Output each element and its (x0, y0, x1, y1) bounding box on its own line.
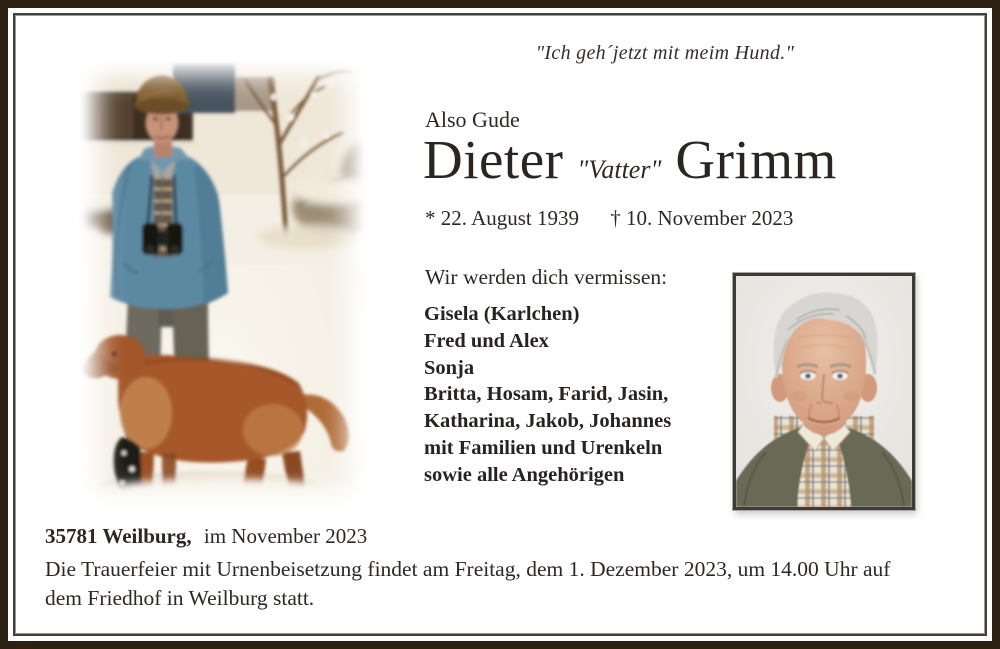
city-date-line (45, 524, 367, 549)
mourner-line: sowie alle Angehörigen (424, 463, 625, 486)
announcement-line-1: Die Trauerfeier mit Urnenbeisetzung findet am Freitag, dem 1. Dezember 2023, um 14.00 Uhr auf (45, 557, 891, 581)
mourner-line: Fred und Alex (424, 329, 549, 352)
photo-man-with-dog (78, 55, 368, 515)
mourner-line: Katharina, Jakob, Johannes (424, 410, 672, 433)
mourner-line: mit Familien und Urenkeln (424, 436, 663, 459)
city-name: 35781 Weilburg, (45, 524, 192, 548)
death-date: † 10. November 2023 (610, 206, 794, 230)
life-dates (425, 206, 793, 231)
portrait-photo (733, 273, 915, 510)
last-name: Grimm (675, 129, 837, 190)
birth-date: * 22. August 1939 (425, 206, 580, 230)
announcement-line-2: dem Friedhof in Weilburg statt. (45, 585, 315, 610)
missing-line: Wir werden dich vermissen: (425, 265, 668, 289)
notice-date: im November 2023 (203, 524, 368, 548)
mourner-line: Sonja (424, 356, 475, 379)
salutation-text: Also Gude (425, 107, 520, 132)
mourner-line: Britta, Hosam, Farid, Jasin, (424, 383, 669, 406)
quote-text: "Ich geh´jetzt mit meim Hund." (535, 42, 795, 64)
deceased-name (423, 131, 837, 189)
first-name: Dieter (423, 129, 564, 190)
nickname: "Vatter" (577, 155, 662, 184)
mourners-list (424, 301, 671, 489)
photo-soft-edge (78, 55, 368, 515)
mourner-line: Gisela (Karlchen) (424, 303, 580, 325)
funeral-announcement (45, 555, 965, 612)
portrait-illustration (736, 276, 912, 507)
